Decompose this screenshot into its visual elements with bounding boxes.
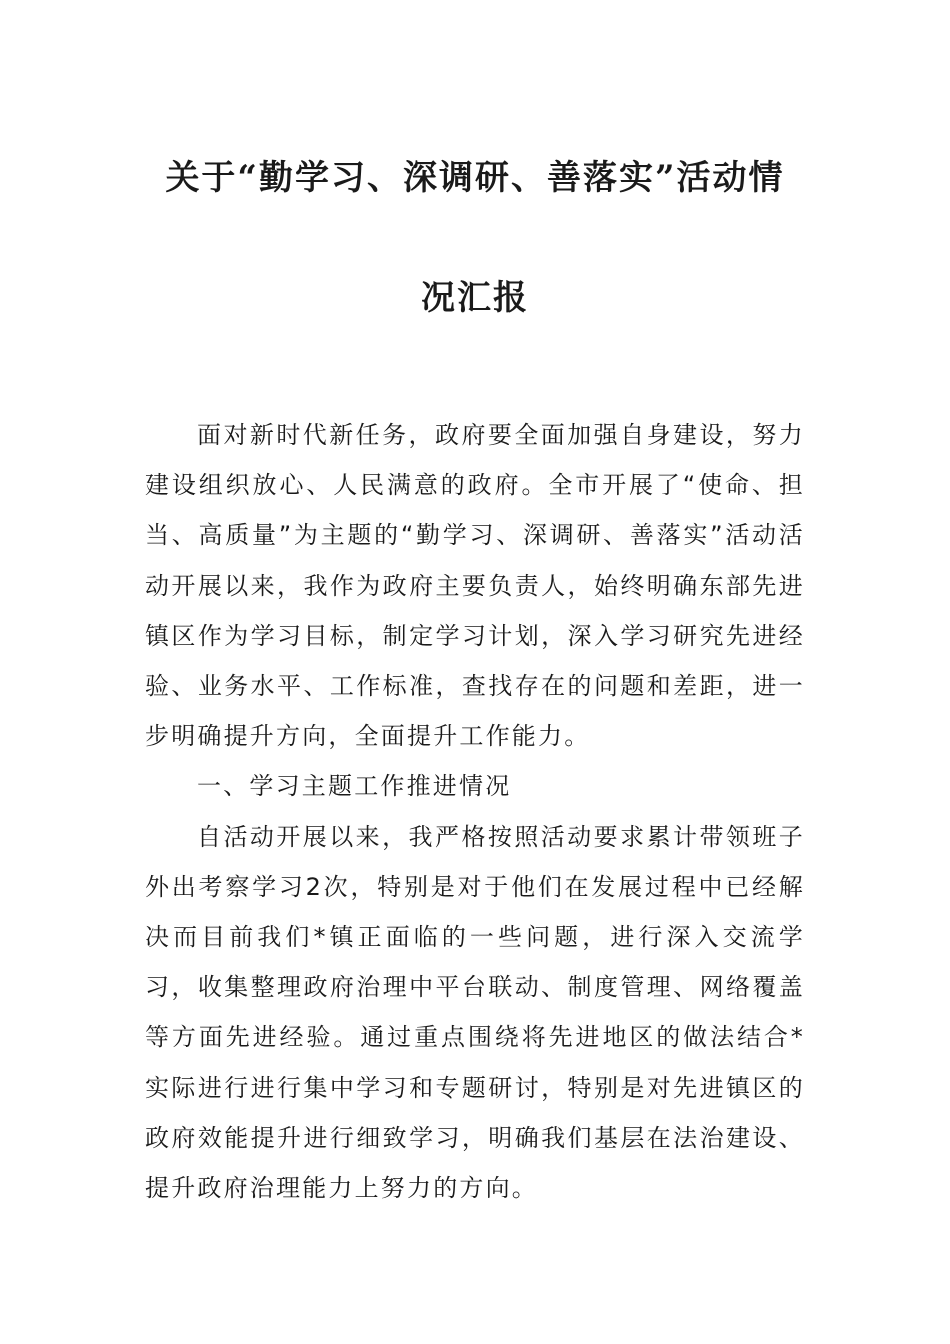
paragraph-intro: 面对新时代新任务，政府要全面加强自身建设，努力建设组织放心、人民满意的政府。全市开展了“使命、担当、高质量”为主题的“勤学习、深调研、善落实”活动活动开展以来，我作为政府主要负责人，始终明确东部先进镇区作为学习目标，制定学习计划，深入学习研究先进经验、业务水平、工作标准，查找存在的问题和差距，进一步明确提升方向，全面提升工作能力。 [145,421,805,751]
paragraph-study-progress: 自活动开展以来，我严格按照活动要求累计带领班子外出考察学习2次，特别是对于他们在发展过程中已经解决而目前我们*镇正面临的一些问题，进行深入交流学习，收集整理政府治理中平台联动、制度管理、网络覆盖等方面先进经验。通过重点围绕将先进地区的做法结合*实际进行进行集中学习和专题研讨，特别是对先进镇区的政府效能提升进行细致学习，明确我们基层在法治建设、提升政府治理能力上努力的方向。 [145,822,805,1203]
document-title-line-1: 关于“勤学习、深调研、善落实”活动情 [165,158,785,198]
document-body [145,410,805,1213]
document-title-line-2: 况汇报 [421,278,529,318]
section-heading: 一、学习主题工作推进情况 [197,772,512,801]
